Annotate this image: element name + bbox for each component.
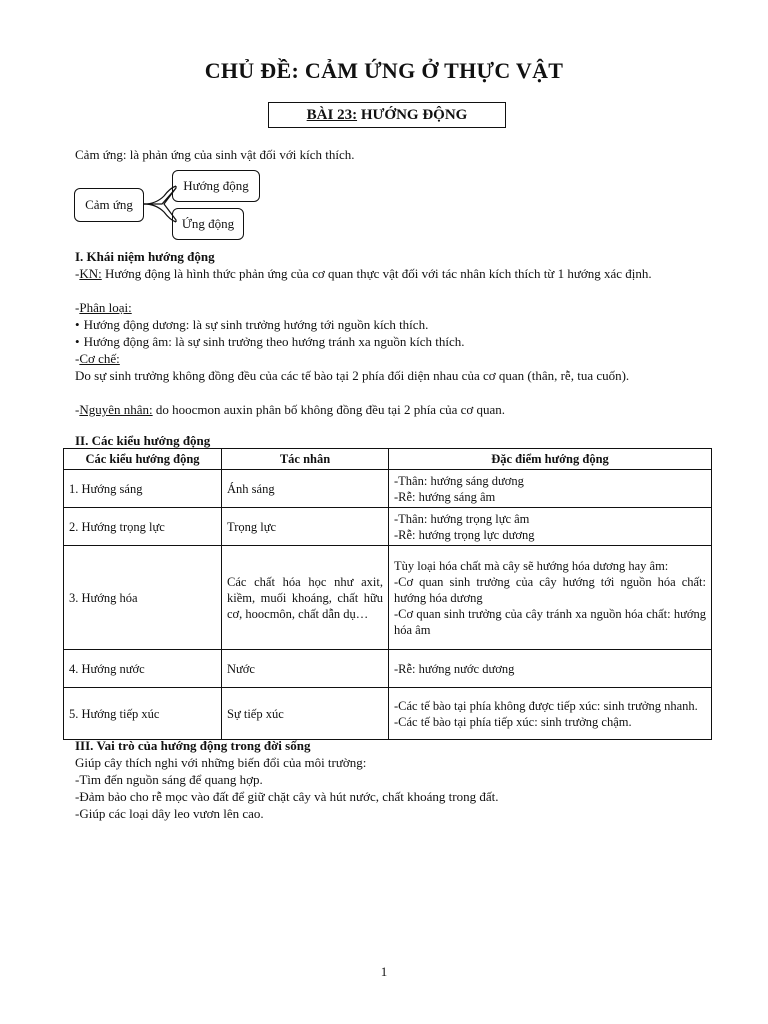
feature-line: -Rễ: hướng nước dương — [394, 661, 515, 676]
row-type: 2. Hướng trọng lực — [64, 508, 222, 546]
nguyennhan-line: -Nguyên nhân: do hoocmon auxin phân bố không đồng đều tại 2 phía của cơ quan. — [75, 402, 506, 417]
feature-line: -Cơ quan sinh trưởng của cây hướng tới nguồn hóa chất: hướng hóa dương — [394, 574, 706, 605]
feature-line: Tùy loại hóa chất mà cây sẽ hướng hóa dương hay âm: — [394, 558, 669, 573]
section-2-heading: II. Các kiểu hướng động — [75, 433, 211, 448]
section-1-heading: I. Khái niệm hướng động — [75, 249, 215, 264]
section-3-heading: III. Vai trò của hướng động trong đời sống — [75, 738, 311, 753]
header-features: Đặc điểm hướng động — [389, 449, 712, 470]
row-type: 4. Hướng nước — [64, 650, 222, 688]
nguyennhan-label: Nguyên nhân: — [79, 402, 153, 417]
table-row — [64, 470, 712, 508]
row-agent: Sự tiếp xúc — [222, 688, 389, 740]
header-agent: Tác nhân — [222, 449, 389, 470]
lesson-name: HƯỚNG ĐỘNG — [360, 107, 468, 123]
row-agent: Nước — [222, 650, 389, 688]
bullet-positive: • Hướng động dương: là sự sinh trưởng hướng tới nguồn kích thích. — [75, 316, 705, 333]
diagram-root-box: Cảm ứng — [74, 188, 144, 222]
phanloai-line: -Phân loại: — [75, 300, 132, 315]
kn-label: KN: — [79, 266, 102, 281]
row-features — [389, 688, 712, 740]
row-features — [389, 650, 712, 688]
feature-line: -Các tế bào tại phía tiếp xúc: sinh trưởng chậm. — [394, 714, 632, 729]
header-type: Các kiểu hướng động — [64, 449, 222, 470]
lesson-number: BÀI 23: — [306, 107, 358, 123]
role-line: Giúp cây thích nghi với những biến đổi của môi trường: — [75, 755, 367, 770]
coche-line: -Cơ chế: — [75, 351, 120, 366]
table-row — [64, 508, 712, 546]
row-type: 3. Hướng hóa — [64, 546, 222, 650]
page-title: CHỦ ĐỀ: CẢM ỨNG Ở THỰC VẬT — [204, 58, 564, 83]
feature-line: -Rễ: hướng trọng lực dương — [394, 527, 535, 542]
row-features — [389, 470, 712, 508]
tropism-table — [63, 448, 712, 740]
row-agent: Ánh sáng — [222, 470, 389, 508]
feature-line: -Thân: hướng sáng dương — [394, 473, 524, 488]
table-row — [64, 650, 712, 688]
row-features — [389, 546, 712, 650]
phanloai-label: Phân loại: — [79, 300, 132, 315]
feature-line: -Các tế bào tại phía không được tiếp xúc: sinh trưởng nhanh. — [394, 698, 698, 713]
feature-line: -Rễ: hướng sáng âm — [394, 489, 496, 504]
row-type: 1. Hướng sáng — [64, 470, 222, 508]
table-row — [64, 546, 712, 650]
diagram-branch-1-box: Hướng động — [172, 170, 260, 202]
role-line: -Tìm đến nguồn sáng để quang hợp. — [75, 772, 263, 787]
kn-paragraph: -KN: Hướng động là hình thức phản ứng của cơ quan thực vật đối với tác nhân kích thích từ 1 hướng xác định. — [75, 266, 652, 281]
coche-label: Cơ chế: — [79, 351, 120, 366]
row-agent: Các chất hóa học như axit, kiềm, muối khoáng, chất hữu cơ, hoocmôn, chất dẫn dụ… — [222, 546, 389, 650]
feature-line: -Thân: hướng trọng lực âm — [394, 511, 530, 526]
diagram-branch-2-box: Ứng động — [172, 208, 244, 240]
kn-text: Hướng động là hình thức phản ứng của cơ quan thực vật đối với tác nhân kích thích từ 1 hướng xác định. — [101, 266, 652, 281]
bullet-negative: • Hướng động âm: là sự sinh trưởng theo hướng tránh xa nguồn kích thích. — [75, 333, 705, 350]
role-line: -Đảm bảo cho rễ mọc vào đất để giữ chặt cây và hút nước, chất khoáng trong đất. — [75, 789, 499, 804]
concept-diagram — [74, 170, 274, 242]
nguyennhan-text: do hoocmon auxin phân bố không đồng đều tại 2 phía của cơ quan. — [152, 402, 506, 417]
row-agent: Trọng lực — [222, 508, 389, 546]
feature-line: -Cơ quan sinh trưởng của cây tránh xa nguồn hóa chất: hướng hóa âm — [394, 606, 706, 637]
row-type: 5. Hướng tiếp xúc — [64, 688, 222, 740]
table-header-row — [64, 449, 712, 470]
role-line: -Giúp các loại dây leo vươn lên cao. — [75, 806, 264, 821]
intro-definition: Cảm ứng: là phản ứng của sinh vật đối với kích thích. — [75, 147, 355, 162]
row-features — [389, 508, 712, 546]
table-row — [64, 688, 712, 740]
coche-text: Do sự sinh trưởng không đồng đều của các tế bào tại 2 phía đối diện nhau của cơ quan (thân, rễ, tua cuốn). — [75, 368, 630, 383]
page-number: 1 — [380, 964, 388, 979]
lesson-title-box — [268, 102, 506, 128]
